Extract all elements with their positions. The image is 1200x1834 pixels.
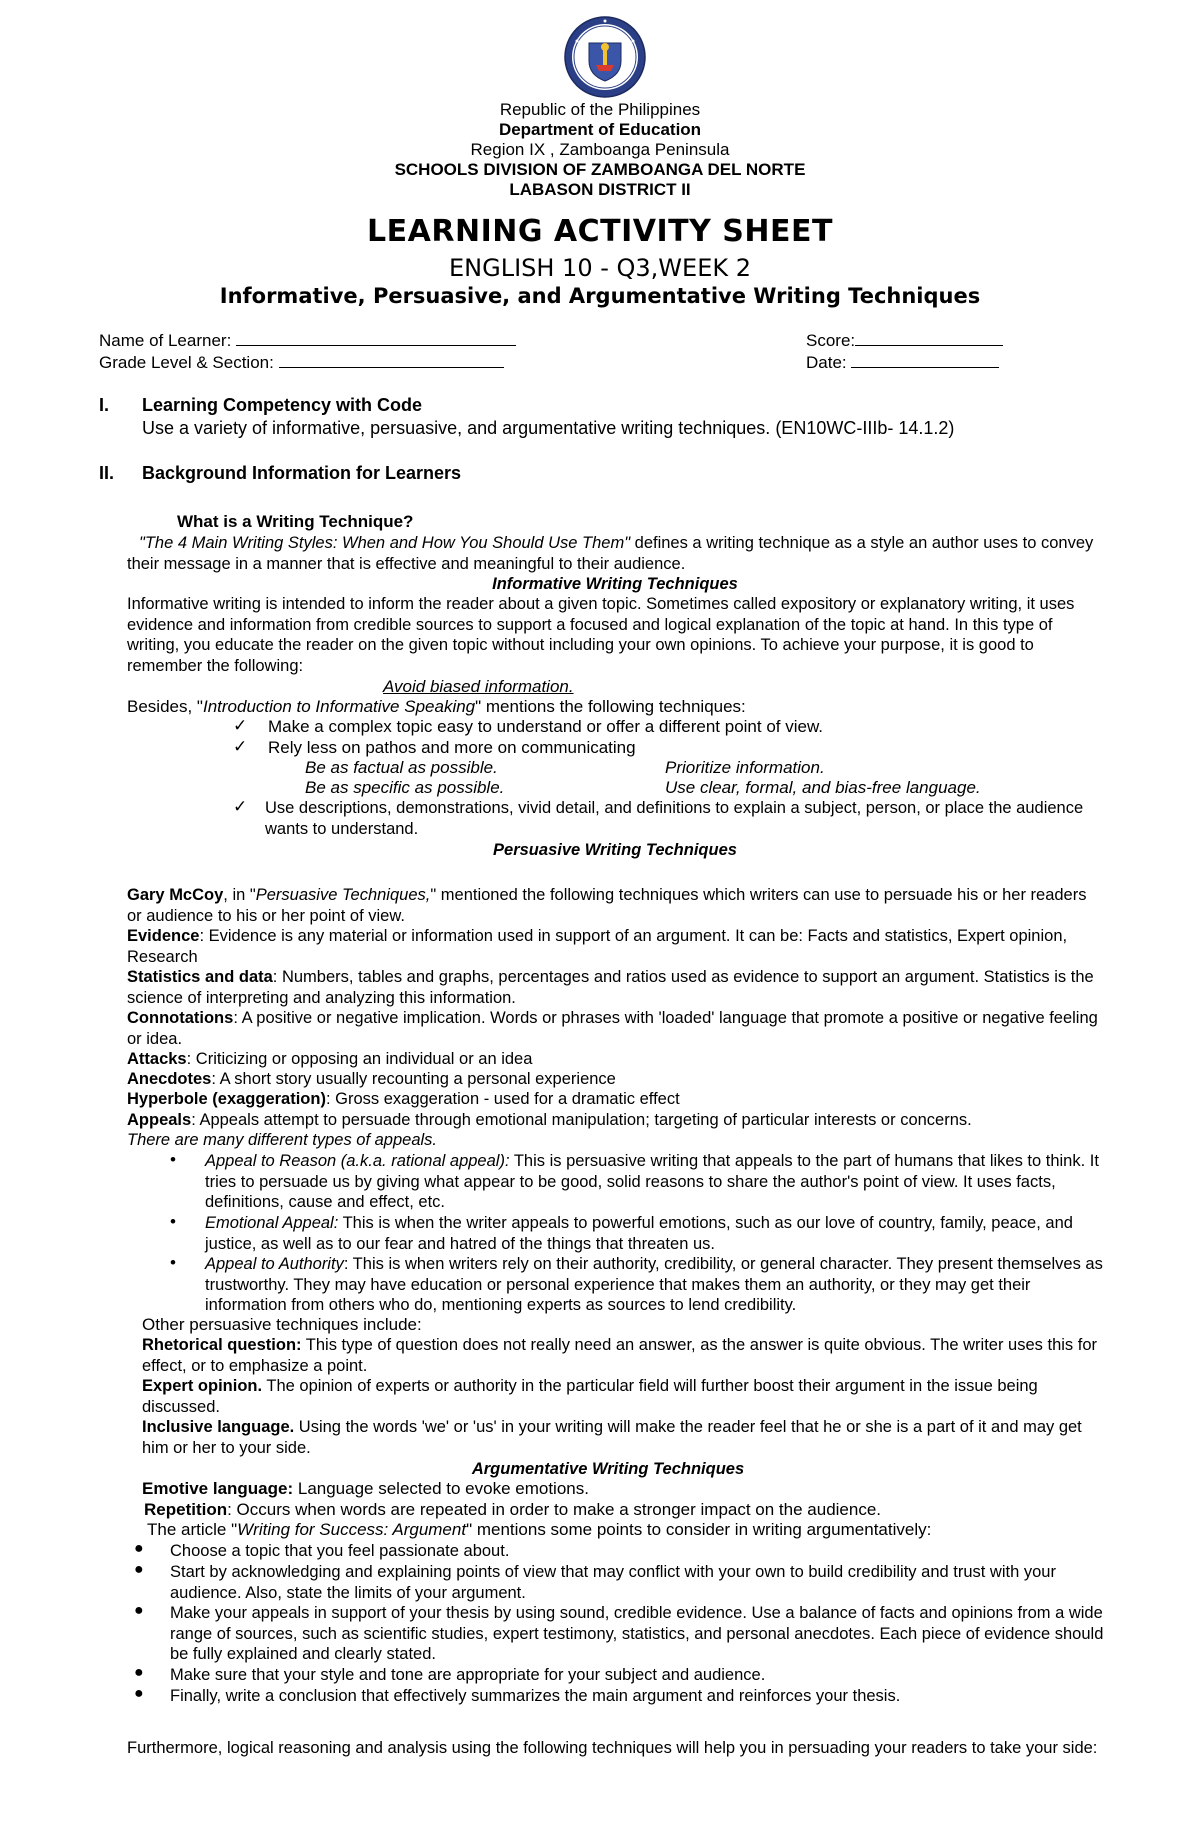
header-district: LABASON DISTRICT II — [509, 180, 691, 199]
appeals-types-note: There are many different types of appeals. — [127, 1131, 438, 1149]
writing-technique-definition: "The 4 Main Writing Styles: When and How You Should Use Them" defines a writing technique as a style an author uses to convey their message in a manner that is effective and meaningful to their audience. — [127, 534, 1094, 573]
bullet-icon: • — [170, 1253, 176, 1272]
evidence-definition: Evidence: Evidence is any material or information used in support of an argument. It can be: Facts and statistics, Expert opinion, Research — [127, 927, 1068, 966]
argument-point-2: Start by acknowledging and explaining points of view that may conflict with your own to build credibility and trust with your audience. Also, state the limits of your argument. — [170, 1563, 1056, 1602]
grade-label: Grade Level & Section: — [99, 353, 274, 372]
grade-field[interactable] — [99, 353, 504, 373]
checkmark-icon: ✓ — [233, 737, 248, 756]
header-department: Department of Education — [498, 120, 702, 139]
learning-competency: Use a variety of informative, persuasive, and argumentative writing techniques. (EN10WC-IIIb- 14.1.2) — [142, 418, 955, 438]
avoid-biased-info: Avoid biased information. — [383, 677, 574, 696]
topic-title: Informative, Persuasive, and Argumentative Writing Techniques — [219, 284, 981, 308]
rhetorical-question: Rhetorical question: This type of question does not really need an answer, as the answer is quite obvious. The writer uses this for effect, or to emphasize a point. — [142, 1336, 1098, 1375]
bullet-icon: ● — [134, 1561, 144, 1578]
repetition: Repetition: Occurs when words are repeated in order to make a stronger impact on the audience. — [144, 1500, 882, 1519]
header-country: Republic of the Philippines — [499, 100, 701, 119]
grade-input-line[interactable] — [279, 353, 504, 368]
date-field[interactable] — [806, 353, 999, 373]
informative-tip-2: Prioritize information. — [665, 758, 825, 777]
article-intro: The article "Writing for Success: Argument" mentions some points to consider in writing argumentatively: — [147, 1520, 932, 1539]
name-input-line[interactable] — [236, 331, 516, 346]
argument-point-4: Make sure that your style and tone are appropriate for your subject and audience. — [170, 1666, 766, 1684]
bullet-icon: ● — [134, 1664, 144, 1681]
hyperbole-definition: Hyperbole (exaggeration): Gross exaggeration - used for a dramatic effect — [127, 1090, 680, 1108]
score-field[interactable] — [806, 331, 1003, 351]
appeal-to-authority: Appeal to Authority: This is when writers rely on their authority, credibility, or general character. They present themselves as trustworthy. They may have education or personal experience that makes them an authority, or they may get their information from others who do, mentioning experts as sources to lend credibility. — [205, 1255, 1103, 1314]
writing-technique-question: What is a Writing Technique? — [177, 512, 414, 531]
appeal-to-reason: Appeal to Reason (a.k.a. rational appeal): This is persuasive writing that appeals to the part of humans that likes to think. It tries to persuade us by giving what appear to be good, solid reasons to share the author's point of view. It uses facts, definitions, cause and effect, etc. — [205, 1152, 1099, 1211]
appeals-definition: Appeals: Appeals attempt to persuade through emotional manipulation; targeting of particular interests or concerns. — [127, 1111, 972, 1129]
persuasive-heading: Persuasive Writing Techniques — [493, 841, 737, 859]
score-input-line[interactable] — [855, 331, 1003, 346]
informative-heading: Informative Writing Techniques — [492, 575, 738, 593]
persuasive-intro: Gary McCoy, in "Persuasive Techniques," mentioned the following techniques which writers can use to persuade his or her readers or audience to his or her point of view. — [127, 886, 1087, 925]
informative-tip-3: Be as specific as possible. — [305, 778, 505, 797]
section-1-heading: Learning Competency with Code — [142, 395, 423, 415]
page-subtitle: ENGLISH 10 - Q3,WEEK 2 — [448, 254, 751, 282]
checkmark-icon: ✓ — [233, 797, 248, 816]
informative-tip-4: Use clear, formal, and bias-free language. — [665, 778, 981, 797]
attacks-definition: Attacks: Criticizing or opposing an individual or an idea — [127, 1050, 533, 1068]
closing-paragraph: Furthermore, logical reasoning and analysis using the following techniques will help you in persuading your readers to take your side: — [127, 1739, 1098, 1757]
argument-point-3: Make your appeals in support of your thesis by using sound, credible evidence. Use a balance of facts and opinions from a wide range of sources, such as scientific studies, expert testimony, statistics, and personal anecdotes. Each piece of evidence should be fully explained and clearly stated. — [170, 1604, 1104, 1663]
argumentative-heading: Argumentative Writing Techniques — [471, 1460, 745, 1478]
bullet-icon: • — [170, 1150, 176, 1169]
section-2-heading: Background Information for Learners — [142, 463, 462, 483]
section-1-number: I. — [99, 395, 110, 415]
bullet-icon: ● — [134, 1602, 144, 1619]
page-title: LEARNING ACTIVITY SHEET — [367, 214, 833, 249]
name-label: Name of Learner: — [99, 331, 232, 350]
emotional-appeal: Emotional Appeal: This is when the writer appeals to powerful emotions, such as our love of country, family, peace, and justice, as well as to our fear and hatred of the things that threaten us. — [205, 1214, 1073, 1253]
bullet-icon: • — [170, 1212, 176, 1231]
expert-opinion: Expert opinion. The opinion of experts or authority in the particular field will further boost their argument in the issue being discussed. — [142, 1377, 1038, 1416]
informative-check-1: Make a complex topic easy to understand or offer a different point of view. — [268, 717, 824, 736]
connotations-definition: Connotations: A positive or negative implication. Words or phrases with 'loaded' language that promote a positive or negative feeling or idea. — [127, 1009, 1098, 1048]
deped-seal-icon — [563, 15, 647, 99]
name-field[interactable] — [99, 331, 516, 351]
score-label: Score: — [806, 331, 856, 350]
argument-point-5: Finally, write a conclusion that effectively summarizes the main argument and reinforces your thesis. — [170, 1687, 901, 1705]
anecdotes-definition: Anecdotes: A short story usually recounting a personal experience — [127, 1070, 616, 1088]
bullet-icon: ● — [134, 1540, 144, 1557]
date-label: Date: — [806, 353, 847, 372]
checkmark-icon: ✓ — [233, 716, 248, 735]
inclusive-language: Inclusive language. Using the words 'we' or 'us' in your writing will make the reader feel that he or she is a part of it and may get him or her to your side. — [142, 1418, 1082, 1457]
other-techniques-intro: Other persuasive techniques include: — [142, 1315, 422, 1334]
bullet-icon: ● — [134, 1685, 144, 1702]
besides-line: Besides, "Introduction to Informative Speaking" mentions the following techniques: — [127, 697, 746, 716]
statistics-definition: Statistics and data: Numbers, tables and graphs, percentages and ratios used as evidence to support an argument. Statistics is the science of interpreting and analyzing this information. — [127, 968, 1094, 1007]
informative-intro: Informative writing is intended to inform the reader about a given topic. Sometimes called expository or explanatory writing, it uses evidence and information from credible sources to support a focused and logical explanation of the topic at hand. In this type of writing, you educate the reader on the given topic without including your own opinions. To achieve your purpose, it is good to remember the following: — [127, 595, 1075, 675]
emotive-language: Emotive language: Language selected to evoke emotions. — [142, 1479, 589, 1498]
date-input-line[interactable] — [851, 353, 999, 368]
informative-tip-1: Be as factual as possible. — [305, 758, 498, 777]
header-region: Region IX , Zamboanga Peninsula — [470, 140, 730, 159]
informative-check-3: Use descriptions, demonstrations, vivid detail, and definitions to explain a subject, person, or place the audience wants to understand. — [265, 799, 1084, 838]
argument-point-1: Choose a topic that you feel passionate about. — [170, 1542, 510, 1560]
section-2-number: II. — [99, 463, 115, 483]
informative-check-2: Rely less on pathos and more on communicating — [268, 738, 636, 757]
header-division: SCHOOLS DIVISION OF ZAMBOANGA DEL NORTE — [394, 160, 806, 179]
